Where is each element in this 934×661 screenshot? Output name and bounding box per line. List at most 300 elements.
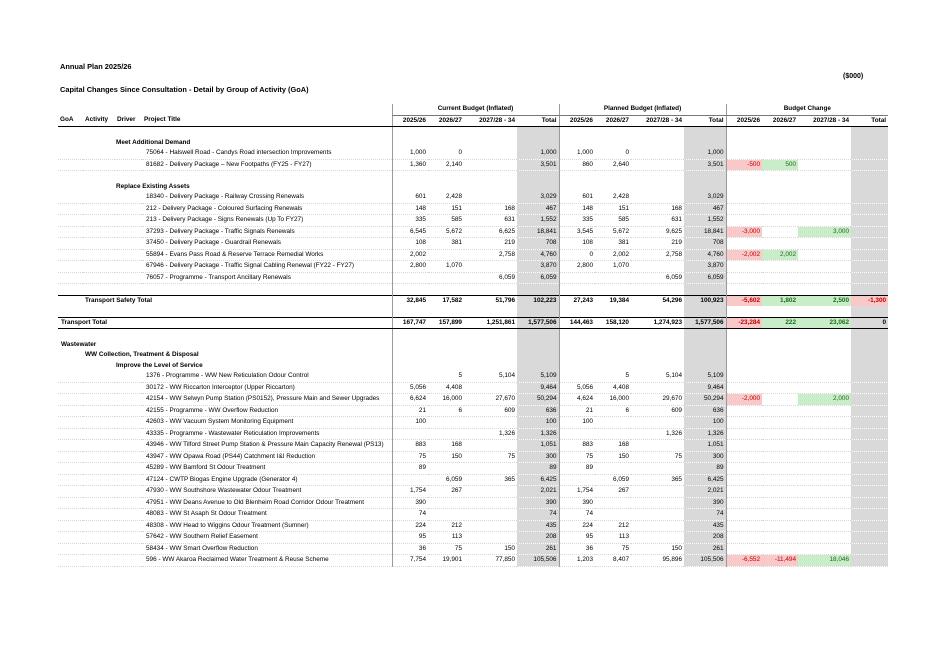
current-2025-cell: 21: [392, 405, 428, 417]
empty-cell: [631, 284, 684, 296]
change-2025-cell: [726, 509, 762, 521]
empty-cell: [559, 138, 595, 149]
planned-2026-cell: [595, 272, 631, 284]
change-2025-cell: [726, 543, 762, 555]
group-header-row: [58, 104, 888, 115]
change-2026-cell: [762, 394, 798, 406]
project-row: [58, 463, 888, 475]
empty-cell: [631, 306, 684, 317]
current-2027-34-cell: [464, 486, 517, 498]
planned-2025-cell: 21: [559, 405, 595, 417]
planned-2027-34-cell: [631, 486, 684, 498]
change-2025-cell: -23,284: [726, 317, 762, 329]
change-total-cell: 0: [851, 317, 888, 329]
current-2025-cell: 89: [392, 463, 428, 475]
project-title: 213 - Delivery Package - Signs Renewals (Up To FY27): [58, 215, 392, 227]
current-2026-cell: 585: [428, 215, 464, 227]
project-row: [58, 382, 888, 394]
planned-2025-cell: 390: [559, 497, 595, 509]
current-total-cell: 1,000: [517, 148, 559, 159]
change-2025-cell: [726, 440, 762, 452]
project-title: 81682 - Delivery Package – New Footpaths (FY25 - FY27): [58, 159, 392, 171]
current-total-cell: 100: [517, 417, 559, 429]
current-2025-cell: 1,000: [392, 148, 428, 159]
change-2027-34-cell: [798, 463, 851, 475]
current-total-cell: 6,059: [517, 272, 559, 284]
empty-cell: [595, 329, 631, 340]
empty-cell: [631, 329, 684, 340]
empty-cell: [631, 182, 684, 193]
planned-total-cell: 208: [684, 532, 726, 544]
spacer-row: [58, 329, 888, 340]
current-2027-34-cell: 365: [464, 474, 517, 486]
empty-cell: [464, 182, 517, 193]
current-2027-34-cell: 5,104: [464, 371, 517, 382]
current-total-cell: 261: [517, 543, 559, 555]
project-row: [58, 509, 888, 521]
section-heading: WW Collection, Treatment & Disposal: [85, 351, 199, 358]
current-2025-cell: 601: [392, 192, 428, 203]
planned-2026-cell: [595, 497, 631, 509]
project-title: 48308 - WW Head to Wiggins Odour Treatment (Sumner): [58, 520, 392, 532]
current-2025-cell: 32,845: [392, 295, 428, 306]
change-2027-34-cell: [798, 249, 851, 261]
change-2025-cell: -5,602: [726, 295, 762, 306]
planned-total-cell: 261: [684, 543, 726, 555]
empty-cell: [684, 350, 726, 361]
empty-cell: [762, 138, 798, 149]
empty-cell: [726, 171, 762, 182]
empty-cell: [392, 171, 428, 182]
current-2027-34-cell: 1,326: [464, 428, 517, 440]
current-2026-cell: [428, 417, 464, 429]
project-row: [58, 203, 888, 215]
change-total-cell: -1,300: [851, 295, 888, 306]
col-planned-2025: 2025/26: [559, 115, 595, 127]
current-2027-34-cell: [464, 532, 517, 544]
planned-2027-34-cell: 150: [631, 543, 684, 555]
planned-2027-34-cell: 5,104: [631, 371, 684, 382]
planned-2026-cell: 381: [595, 238, 631, 250]
planned-2027-34-cell: [631, 417, 684, 429]
project-title: 43335 - Programme - Wastewater Reticulation Improvements: [58, 428, 392, 440]
empty-cell: [517, 171, 559, 182]
current-total-cell: 3,870: [517, 261, 559, 273]
empty-cell: [464, 340, 517, 351]
current-2027-34-cell: 27,670: [464, 394, 517, 406]
empty-cell: [115, 127, 142, 138]
empty-cell: [851, 350, 888, 361]
change-2025-cell: -3,000: [726, 226, 762, 238]
planned-2025-cell: 148: [559, 203, 595, 215]
units-label: ($000): [843, 73, 864, 80]
change-2027-34-cell: [798, 261, 851, 273]
planned-2025-cell: 108: [559, 238, 595, 250]
project-title: 37450 - Delivery Package - Guardrail Renewals: [58, 238, 392, 250]
change-2025-cell: [726, 520, 762, 532]
change-2025-cell: [726, 405, 762, 417]
empty-cell: [851, 284, 888, 296]
planned-total-cell: 3,501: [684, 159, 726, 171]
planned-2027-34-cell: 75: [631, 451, 684, 463]
current-total-cell: 390: [517, 497, 559, 509]
empty-cell: [115, 329, 142, 340]
current-total-cell: 3,501: [517, 159, 559, 171]
empty-cell: [726, 329, 762, 340]
col-planned-2026: 2026/27: [595, 115, 631, 127]
planned-2025-cell: [559, 428, 595, 440]
col-activity: Activity: [83, 115, 115, 127]
empty-cell: [559, 329, 595, 340]
planned-total-cell: 105,506: [684, 555, 726, 567]
project-title: 48083 - WW St Asaph St Odour Treatment: [58, 509, 392, 521]
change-2027-34-cell: [798, 451, 851, 463]
planned-2027-34-cell: [631, 509, 684, 521]
change-total-cell: [851, 215, 888, 227]
empty-cell: [517, 350, 559, 361]
change-2025-cell: [726, 148, 762, 159]
change-2026-cell: [762, 486, 798, 498]
current-2026-cell: [428, 272, 464, 284]
document-subtitle: Capital Changes Since Consultation - Detail by Group of Activity (GoA): [60, 85, 309, 94]
col-project-title: Project Title: [142, 115, 392, 127]
planned-total-cell: 18,841: [684, 226, 726, 238]
project-row: [58, 417, 888, 429]
empty-cell: [142, 171, 392, 182]
current-2025-cell: 7,754: [392, 555, 428, 567]
empty-cell: [631, 361, 684, 372]
empty-cell: [58, 127, 83, 138]
change-2027-34-cell: [798, 428, 851, 440]
empty-cell: [595, 284, 631, 296]
empty-cell: [762, 361, 798, 372]
empty-cell: [726, 361, 762, 372]
planned-2026-cell: 6,059: [595, 474, 631, 486]
empty-cell: [428, 361, 464, 372]
change-2026-cell: [762, 192, 798, 203]
change-total-cell: [851, 394, 888, 406]
empty-cell: [851, 127, 888, 138]
project-row: [58, 486, 888, 498]
planned-2025-cell: 74: [559, 509, 595, 521]
change-2025-cell: [726, 417, 762, 429]
empty-cell: [517, 340, 559, 351]
change-2025-cell: [726, 203, 762, 215]
planned-2027-34-cell: 1,326: [631, 428, 684, 440]
empty-cell: [631, 127, 684, 138]
empty-cell: [464, 361, 517, 372]
planned-2026-cell: 212: [595, 520, 631, 532]
change-2026-cell: [762, 451, 798, 463]
project-title: 1376 - Programme - WW New Reticulation Odour Control: [58, 371, 392, 382]
empty-cell: [851, 171, 888, 182]
change-2026-cell: [762, 203, 798, 215]
planned-2025-cell: 0: [559, 249, 595, 261]
planned-2027-34-cell: 609: [631, 405, 684, 417]
planned-2026-cell: 0: [595, 148, 631, 159]
change-2026-cell: 222: [762, 317, 798, 329]
empty-cell: [559, 284, 595, 296]
table-body: [58, 127, 888, 567]
current-2025-cell: [392, 474, 428, 486]
change-total-cell: [851, 238, 888, 250]
change-2027-34-cell: 2,000: [798, 394, 851, 406]
current-2026-cell: 5: [428, 371, 464, 382]
planned-2026-cell: 2,428: [595, 192, 631, 203]
col-change-2025: 2025/26: [726, 115, 762, 127]
planned-2025-cell: [559, 371, 595, 382]
current-2026-cell: [428, 509, 464, 521]
empty-cell: [559, 306, 595, 317]
project-title: 43947 - WW Opawa Road (PS44) Catchment I&I Reduction: [58, 451, 392, 463]
change-2026-cell: -11,494: [762, 555, 798, 567]
current-2026-cell: 150: [428, 451, 464, 463]
empty-cell: [851, 138, 888, 149]
project-title: 42155 - Programme - WW Overflow Reduction: [58, 405, 392, 417]
empty-cell: [428, 350, 464, 361]
project-row: [58, 261, 888, 273]
change-2027-34-cell: [798, 486, 851, 498]
empty-cell: [798, 329, 851, 340]
current-2026-cell: 0: [428, 148, 464, 159]
current-2027-34-cell: 150: [464, 543, 517, 555]
empty-cell: [631, 171, 684, 182]
current-total-cell: 4,760: [517, 249, 559, 261]
col-change-total: Total: [851, 115, 888, 127]
planned-total-cell: 6,059: [684, 272, 726, 284]
project-row: [58, 543, 888, 555]
current-total-cell: 74: [517, 509, 559, 521]
change-2025-cell: -500: [726, 159, 762, 171]
current-2025-cell: 95: [392, 532, 428, 544]
current-2025-cell: 5,056: [392, 382, 428, 394]
project-title: 30172 - WW Riccarton Interceptor (Upper Riccarton): [58, 382, 392, 394]
empty-cell: [798, 361, 851, 372]
planned-total-cell: 100: [684, 417, 726, 429]
empty-cell: [798, 284, 851, 296]
change-2025-cell: -2,002: [726, 249, 762, 261]
current-total-cell: 18,841: [517, 226, 559, 238]
empty-cell: [851, 340, 888, 351]
current-total-cell: 105,506: [517, 555, 559, 567]
current-total-cell: 6,425: [517, 474, 559, 486]
empty-cell: [684, 182, 726, 193]
planned-2027-34-cell: [631, 497, 684, 509]
project-title: 67946 - Delivery Package - Traffic Signal Cabling Renewal (FY22 - FY27): [58, 261, 392, 273]
planned-total-cell: 100,923: [684, 295, 726, 306]
change-2026-cell: [762, 405, 798, 417]
planned-2027-34-cell: 9,625: [631, 226, 684, 238]
total-row: [58, 317, 888, 329]
change-2025-cell: [726, 261, 762, 273]
change-2025-cell: [726, 532, 762, 544]
empty-cell: [428, 127, 464, 138]
current-2027-34-cell: 1,251,861: [464, 317, 517, 329]
current-2027-34-cell: [464, 192, 517, 203]
empty-cell: [142, 329, 392, 340]
current-total-cell: 3,029: [517, 192, 559, 203]
current-2026-cell: 19,901: [428, 555, 464, 567]
planned-2027-34-cell: 29,670: [631, 394, 684, 406]
planned-2025-cell: 4,624: [559, 394, 595, 406]
change-2026-cell: [762, 148, 798, 159]
planned-2025-cell: 601: [559, 192, 595, 203]
planned-2026-cell: 158,120: [595, 317, 631, 329]
project-row: [58, 215, 888, 227]
current-2027-34-cell: [464, 159, 517, 171]
current-total-cell: 300: [517, 451, 559, 463]
capital-changes-table: [58, 104, 888, 567]
empty-cell: [684, 361, 726, 372]
change-2027-34-cell: [798, 159, 851, 171]
change-2025-cell: [726, 428, 762, 440]
section-heading-row: [58, 350, 888, 361]
current-2026-cell: 6,059: [428, 474, 464, 486]
current-2026-cell: 17,582: [428, 295, 464, 306]
col-current-total: Total: [517, 115, 559, 127]
change-2026-cell: [762, 226, 798, 238]
current-2025-cell: [392, 428, 428, 440]
empty-cell: [798, 340, 851, 351]
empty-cell: [142, 306, 392, 317]
current-total-cell: 102,223: [517, 295, 559, 306]
change-2027-34-cell: [798, 238, 851, 250]
empty-cell: [595, 306, 631, 317]
planned-total-cell: 89: [684, 463, 726, 475]
empty-cell: [762, 182, 798, 193]
empty-cell: [595, 182, 631, 193]
project-row: [58, 497, 888, 509]
spacer-row: [58, 171, 888, 182]
planned-total-cell: 2,021: [684, 486, 726, 498]
section-heading: Replace Existing Assets: [116, 182, 190, 190]
current-2025-cell: [392, 272, 428, 284]
planned-2026-cell: 4,408: [595, 382, 631, 394]
planned-2025-cell: 335: [559, 215, 595, 227]
planned-2027-34-cell: [631, 382, 684, 394]
change-2027-34-cell: 2,500: [798, 295, 851, 306]
current-2027-34-cell: 631: [464, 215, 517, 227]
planned-2027-34-cell: [631, 261, 684, 273]
empty-cell: [851, 361, 888, 372]
empty-cell: [517, 127, 559, 138]
current-2026-cell: [428, 428, 464, 440]
empty-cell: [762, 171, 798, 182]
empty-cell: [684, 138, 726, 149]
planned-total-cell: 1,326: [684, 428, 726, 440]
change-total-cell: [851, 192, 888, 203]
empty-cell: [83, 171, 115, 182]
current-2025-cell: 74: [392, 509, 428, 521]
col-current-2026: 2026/27: [428, 115, 464, 127]
section-heading-row: [58, 138, 888, 149]
planned-2026-cell: 8,407: [595, 555, 631, 567]
planned-2025-cell: 89: [559, 463, 595, 475]
planned-2025-cell: 1,754: [559, 486, 595, 498]
empty-cell: [559, 361, 595, 372]
current-2025-cell: 108: [392, 238, 428, 250]
change-2026-cell: [762, 272, 798, 284]
change-2025-cell: [726, 272, 762, 284]
empty-cell: [798, 127, 851, 138]
empty-cell: [798, 171, 851, 182]
planned-2025-cell: [559, 474, 595, 486]
capital-changes-table-container: [58, 104, 887, 567]
change-total-cell: [851, 203, 888, 215]
current-2026-cell: 151: [428, 203, 464, 215]
current-2027-34-cell: 609: [464, 405, 517, 417]
change-total-cell: [851, 463, 888, 475]
change-total-cell: [851, 261, 888, 273]
empty-cell: [58, 306, 83, 317]
current-2025-cell: 390: [392, 497, 428, 509]
empty-cell: [58, 284, 83, 296]
empty-cell: [851, 182, 888, 193]
empty-cell: [142, 127, 392, 138]
change-total-cell: [851, 520, 888, 532]
change-2026-cell: [762, 371, 798, 382]
current-2025-cell: 167,747: [392, 317, 428, 329]
planned-2026-cell: [595, 428, 631, 440]
current-2026-cell: 2,428: [428, 192, 464, 203]
section-heading: Meet Additional Demand: [116, 138, 191, 146]
planned-total-cell: 300: [684, 451, 726, 463]
empty-cell: [464, 284, 517, 296]
change-2027-34-cell: [798, 440, 851, 452]
planned-total-cell: 50,294: [684, 394, 726, 406]
planned-2025-cell: 100: [559, 417, 595, 429]
planned-2026-cell: 150: [595, 451, 631, 463]
change-2025-cell: [726, 215, 762, 227]
empty-cell: [684, 284, 726, 296]
planned-total-cell: 1,000: [684, 148, 726, 159]
project-title: 58434 - WW Smart Overflow Reduction: [58, 543, 392, 555]
project-row: [58, 428, 888, 440]
change-2026-cell: 2,002: [762, 249, 798, 261]
change-total-cell: [851, 543, 888, 555]
total-label: Transport Total: [58, 317, 392, 329]
current-2027-34-cell: 51,796: [464, 295, 517, 306]
empty-cell: [428, 329, 464, 340]
section-heading: Improve the Level of Service: [116, 361, 203, 369]
empty-cell: [392, 284, 428, 296]
current-2026-cell: 16,000: [428, 394, 464, 406]
current-2026-cell: 212: [428, 520, 464, 532]
empty-cell: [726, 284, 762, 296]
change-2027-34-cell: [798, 497, 851, 509]
group-current-budget: Current Budget (Inflated): [392, 104, 559, 115]
planned-2026-cell: 585: [595, 215, 631, 227]
col-planned-2027-34: 2027/28 - 34: [631, 115, 684, 127]
change-2025-cell: [726, 238, 762, 250]
change-2026-cell: [762, 428, 798, 440]
change-2026-cell: 1,802: [762, 295, 798, 306]
current-2027-34-cell: 77,850: [464, 555, 517, 567]
planned-2026-cell: 267: [595, 486, 631, 498]
current-2025-cell: 75: [392, 451, 428, 463]
empty-cell: [762, 329, 798, 340]
current-2026-cell: 113: [428, 532, 464, 544]
planned-2025-cell: 3,545: [559, 226, 595, 238]
current-2026-cell: 2,140: [428, 159, 464, 171]
change-total-cell: [851, 148, 888, 159]
subtotal-label: Transport Safety Total: [58, 295, 392, 306]
empty-cell: [464, 138, 517, 149]
project-row: [58, 532, 888, 544]
current-2026-cell: [428, 497, 464, 509]
empty-cell: [58, 171, 83, 182]
current-2026-cell: 5,672: [428, 226, 464, 238]
